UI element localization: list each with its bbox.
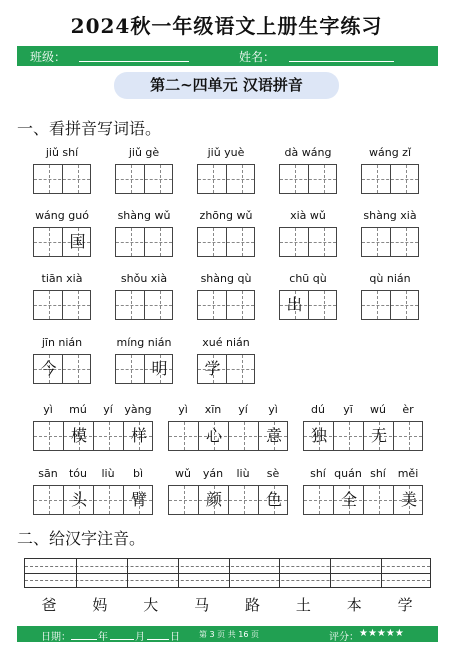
hanzi-character: 马 [194,596,210,614]
pinyin-label: yàng [124,403,152,416]
tianzige-char: 颜 [205,490,222,509]
tianzige-char: 国 [69,232,86,251]
tianzige-char [116,228,145,256]
pinyin-label: jiǔ yuè [207,146,245,159]
tianzige-char [198,165,227,193]
score-stars: ★★★★★ [359,628,404,639]
tianzige-box[interactable] [279,227,337,257]
pinyin-label: shí [310,467,326,480]
tianzige-char [145,291,174,319]
pinyin-label: jiǔ gè [128,146,160,159]
page-indicator: 第 3 页 共 16 页 [199,630,259,639]
tianzige-box-four[interactable] [33,485,153,515]
tianzige-char: 学 [204,359,221,378]
pinyin-writing-lines[interactable] [24,558,431,588]
tianzige-char: 头 [70,490,87,509]
hanzi-character: 大 [143,596,159,614]
tianzige-char [34,228,63,256]
tianzige-box[interactable] [33,164,91,194]
name-label: 姓名： [239,50,276,64]
pinyin-label: yí [103,403,113,416]
pinyin-label: yí [238,403,248,416]
tianzige-box-four[interactable] [303,485,423,515]
tianzige-char [34,165,63,193]
date-year: 年 [98,632,108,643]
tianzige-char: 色 [265,490,282,509]
tianzige-box[interactable] [197,227,255,257]
date-label: 日期： [41,632,71,643]
tianzige-char [34,291,63,319]
tianzige-char [63,291,92,319]
tianzige-char [169,486,199,514]
tianzige-char: 明 [151,359,168,378]
tianzige-char [362,165,391,193]
pinyin-label: yì [268,403,278,416]
tianzige-char: 模 [70,426,87,445]
tianzige-box[interactable] [361,227,419,257]
pinyin-label: shàng xià [363,209,417,222]
pinyin-label: liù [101,467,115,480]
tianzige-box[interactable] [115,354,173,384]
tianzige-char: 今 [40,359,57,378]
pinyin-label: dú [311,403,325,416]
pinyin-label: liù [236,467,250,480]
page-title: 2024秋一年级语文上册生字练习 [70,14,383,38]
tianzige-char [394,422,424,450]
pinyin-label: dà wáng [284,146,332,159]
tianzige-box[interactable] [361,164,419,194]
pinyin-label: xīn [204,403,222,416]
pinyin-label: wáng guó [35,209,89,222]
pinyin-label: quán [334,467,362,480]
tianzige-char: 美 [400,490,417,509]
tianzige-char: 无 [370,426,387,445]
tianzige-char [94,486,124,514]
tianzige-char [280,165,309,193]
pinyin-label: yì [43,403,53,416]
pinyin-label: mú [69,403,87,416]
tianzige-box[interactable] [197,164,255,194]
pinyin-label: èr [402,403,414,416]
footer-bar [17,626,438,642]
pinyin-label: qù nián [369,272,411,285]
tianzige-char [229,486,259,514]
pinyin-label: jiǔ shí [45,146,79,159]
tianzige-char [34,422,64,450]
tianzige-char [334,422,364,450]
tianzige-box-four[interactable] [303,421,423,451]
tianzige-char [145,228,174,256]
tianzige-box[interactable] [279,164,337,194]
tianzige-char [34,486,64,514]
tianzige-char [198,291,227,319]
tianzige-char [94,422,124,450]
pinyin-label: shí [370,467,386,480]
pinyin-label: wǔ [175,467,191,480]
tianzige-char: 全 [340,490,357,509]
pinyin-label: wáng zǐ [368,146,412,159]
tianzige-char [116,355,145,383]
tianzige-box[interactable] [361,290,419,320]
tianzige-char [116,165,145,193]
pinyin-label: chū qù [289,272,327,285]
tianzige-box-four[interactable] [168,421,288,451]
pinyin-label: bì [132,467,144,480]
hanzi-character: 妈 [92,596,108,614]
tianzige-box[interactable] [197,290,255,320]
name-field[interactable] [289,61,394,62]
tianzige-char: 样 [130,426,147,445]
tianzige-box[interactable] [33,227,91,257]
pinyin-label: zhōng wǔ [199,209,253,222]
tianzige-box-four[interactable] [33,421,153,451]
pinyin-label: měi [397,467,419,480]
section1-heading: 一、看拼音写词语。 [17,119,162,138]
tianzige-char [227,291,256,319]
tianzige-char [63,165,92,193]
tianzige-char [391,228,420,256]
date-day: 日 [170,632,180,643]
tianzige-char [362,228,391,256]
unit-title: 第二~四单元 汉语拼音 [114,72,339,99]
pinyin-label: tiān xià [41,272,83,285]
student-info-bar [17,46,438,66]
tianzige-char [309,165,338,193]
pinyin-label: sè [266,467,280,480]
tianzige-char [362,291,391,319]
tianzige-box[interactable] [197,354,255,384]
tianzige-char [227,165,256,193]
tianzige-box[interactable] [115,227,173,257]
tianzige-char: 独 [310,426,327,445]
hanzi-character: 路 [244,596,260,614]
tianzige-char [391,291,420,319]
hanzi-character: 本 [346,596,362,614]
tianzige-box[interactable] [33,354,91,384]
tianzige-box[interactable] [115,164,173,194]
tianzige-char [229,422,259,450]
tianzige-char [364,486,394,514]
tianzige-char: 臂 [130,490,147,509]
tianzige-char [145,165,174,193]
tianzige-char: 出 [286,295,303,314]
tianzige-char [116,291,145,319]
pinyin-label: shàng wǔ [117,209,171,222]
tianzige-char [198,228,227,256]
tianzige-box[interactable] [115,290,173,320]
pinyin-label: yì [178,403,188,416]
tianzige-char: 意 [265,426,282,445]
tianzige-char [227,228,256,256]
hanzi-character: 土 [295,596,311,614]
class-field[interactable] [79,61,189,62]
pinyin-label: sān [38,467,58,480]
tianzige-char [169,422,199,450]
tianzige-char [63,355,92,383]
pinyin-label: míng nián [116,336,172,349]
tianzige-char [280,228,309,256]
date-month: 月 [135,632,145,643]
tianzige-char: 心 [205,426,222,445]
pinyin-label: xià wǔ [290,209,326,222]
tianzige-box[interactable] [279,290,337,320]
hanzi-character: 学 [397,596,413,614]
pinyin-label: tóu [68,467,87,480]
tianzige-box[interactable] [33,290,91,320]
pinyin-label: wú [370,403,386,416]
tianzige-char [309,228,338,256]
pinyin-label: yán [202,467,224,480]
hanzi-character: 爸 [41,596,57,614]
pinyin-label: yī [343,403,353,416]
tianzige-box-four[interactable] [168,485,288,515]
pinyin-label: shàng qù [200,272,252,285]
pinyin-label: shǒu xià [120,272,168,285]
score-label: 评分： [329,632,359,643]
tianzige-char [227,355,256,383]
tianzige-char [304,486,334,514]
tianzige-char [391,165,420,193]
pinyin-label: xué nián [202,336,250,349]
section2-heading: 二、给汉字注音。 [17,529,146,548]
class-label: 班级： [30,50,67,64]
pinyin-label: jīn nián [41,336,83,349]
tianzige-char [309,291,338,319]
